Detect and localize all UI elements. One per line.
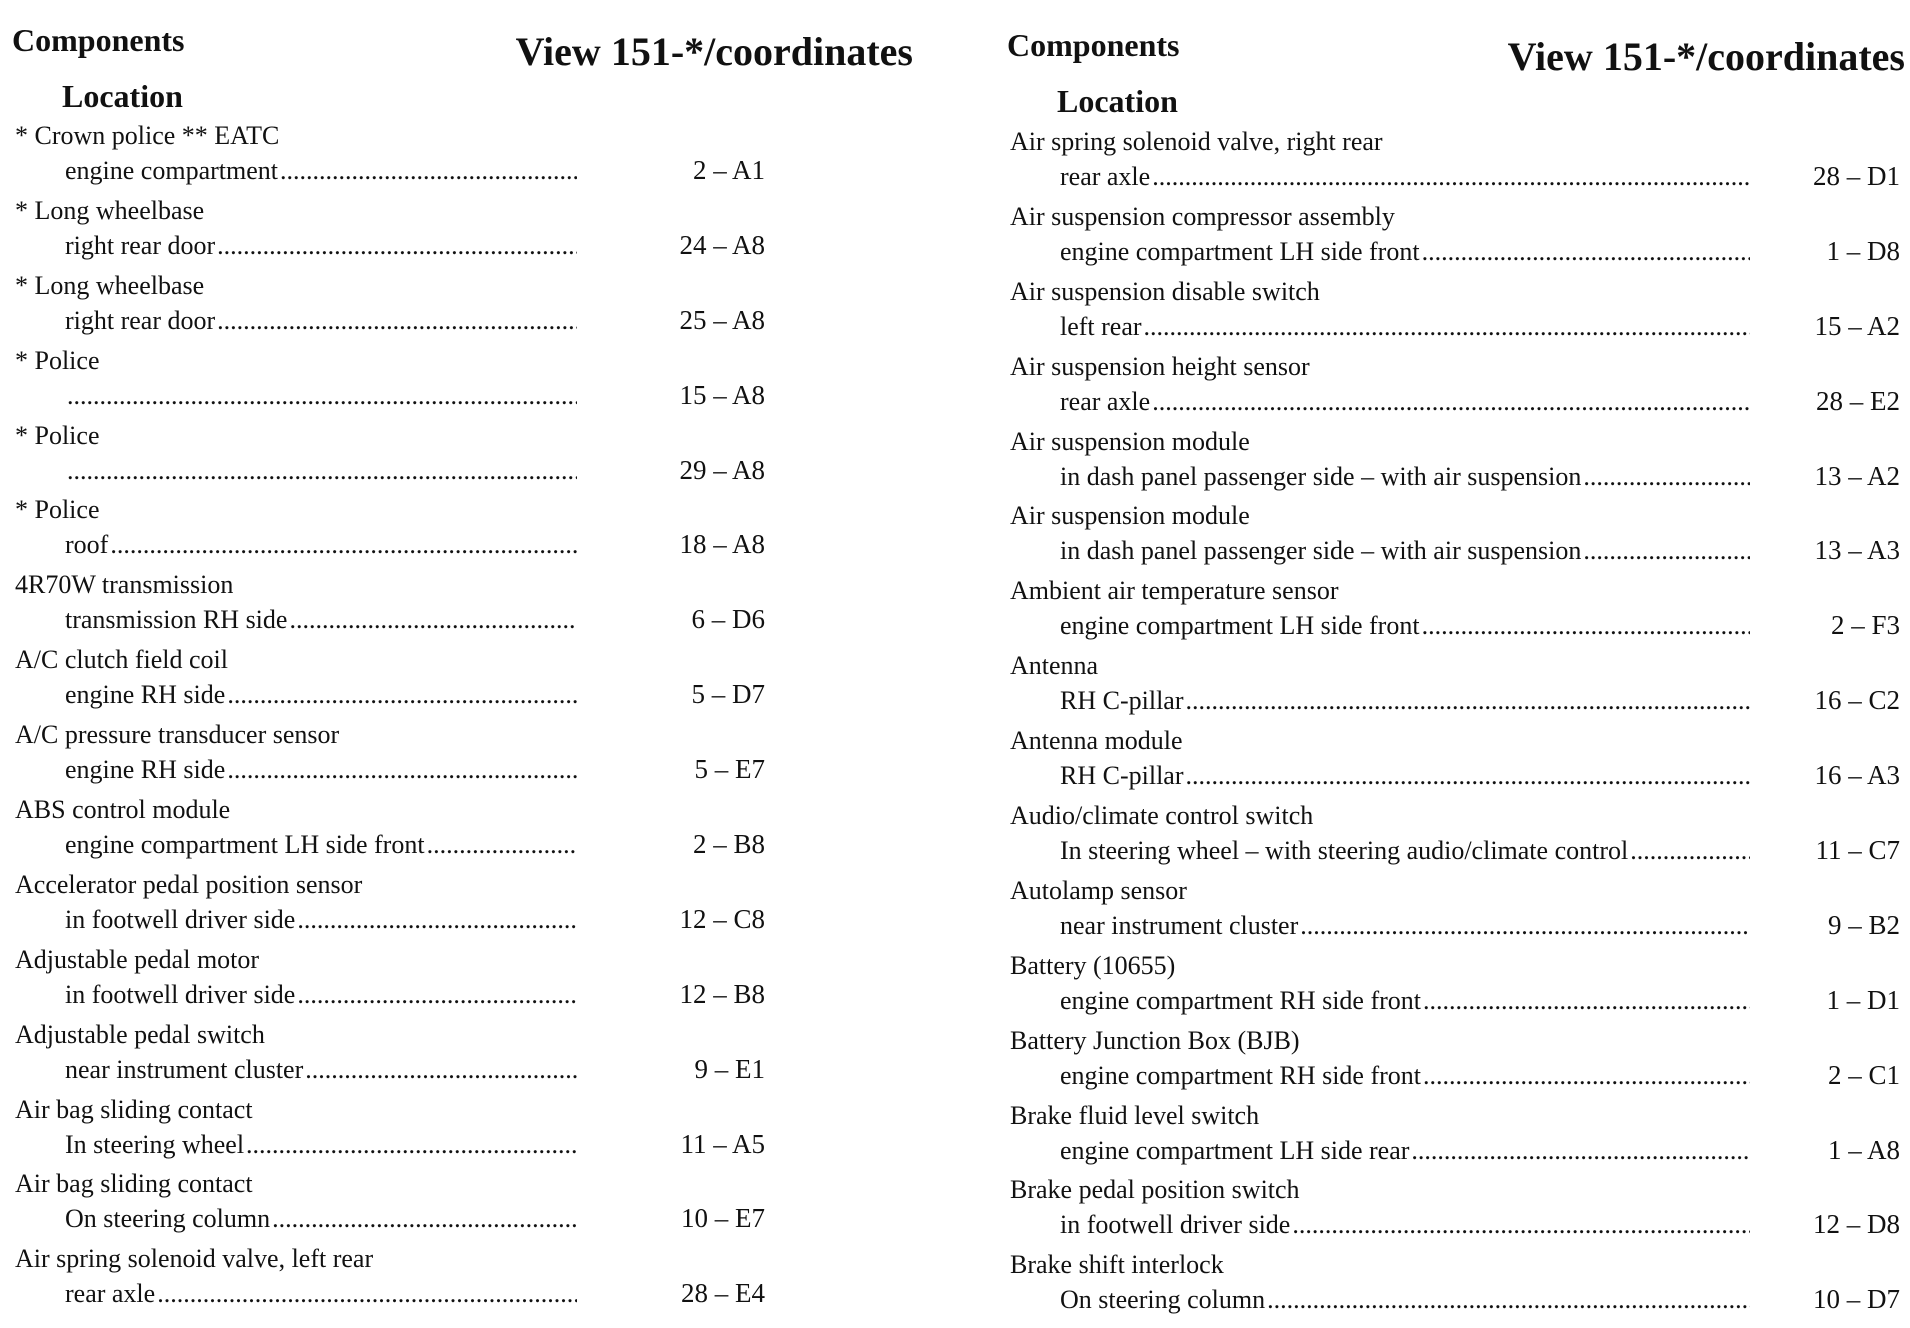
component-name: Adjustable pedal motor	[15, 944, 260, 974]
dot-leader	[1583, 461, 1750, 493]
component-location: in footwell driver side	[1060, 1210, 1291, 1240]
component-location-line	[1060, 385, 1900, 418]
component-location: engine compartment LH side front	[1060, 611, 1420, 641]
view-coordinate: 9 – B2	[1827, 909, 1900, 940]
view-coordinate: 28 – D1	[1813, 161, 1900, 191]
component-name: Air bag sliding contact	[15, 1169, 253, 1199]
component-name: 4R70W transmission	[15, 570, 234, 600]
component-name: Antenna module	[1010, 726, 1183, 756]
component-location-line	[65, 828, 765, 861]
dot-leader	[297, 904, 577, 936]
view-coordinate: 5 – E7	[694, 754, 765, 785]
component-location: RH C-pillar	[1060, 686, 1184, 716]
view-coordinates-heading: View 151-*/coordinates	[1507, 34, 1905, 79]
component-location-line	[65, 1128, 765, 1161]
dot-leader	[227, 754, 577, 786]
dot-leader	[1422, 610, 1750, 642]
dot-leader	[1186, 685, 1751, 717]
component-location-line	[1060, 160, 1900, 193]
component-name: Air spring solenoid valve, right rear	[1010, 127, 1383, 156]
component-location-line	[65, 528, 765, 561]
component-location: On steering column	[65, 1204, 271, 1234]
view-coordinates-heading: View 151-*/coordinates	[515, 29, 913, 74]
dot-leader	[1267, 1284, 1750, 1316]
view-coordinate: 28 – E2	[1816, 385, 1900, 416]
component-location-line	[65, 978, 765, 1011]
component-location: engine compartment LH side front	[1060, 236, 1420, 266]
view-coordinate: 12 – D8	[1813, 1209, 1900, 1240]
component-name: * Police	[15, 345, 100, 375]
component-location: engine compartment LH side front	[65, 830, 425, 860]
component-location-line	[65, 1202, 765, 1235]
component-location-line	[1060, 984, 1900, 1017]
component-location-line	[65, 454, 765, 487]
component-entry	[1010, 725, 1905, 800]
component-location-line	[1060, 310, 1900, 343]
view-coordinate: 10 – E7	[681, 1203, 765, 1234]
component-location: engine RH side	[65, 680, 226, 710]
component-entry	[1010, 500, 1905, 575]
dot-leader	[1630, 835, 1750, 867]
dot-leader	[1152, 386, 1750, 418]
view-coordinate: 12 – B8	[679, 978, 765, 1009]
component-name: * Long wheelbase	[15, 195, 205, 225]
dot-leader	[110, 529, 577, 561]
location-heading: Location	[1057, 83, 1178, 119]
location-heading: Location	[62, 78, 183, 114]
component-entry	[1010, 276, 1905, 351]
component-location: engine compartment	[65, 156, 278, 185]
component-name: Air spring solenoid valve, left rear	[15, 1244, 374, 1274]
dot-leader	[272, 1203, 577, 1235]
component-name: Brake fluid level switch	[1010, 1100, 1260, 1130]
component-name: Air suspension height sensor	[1010, 351, 1310, 381]
component-entry	[15, 494, 950, 569]
component-location: engine compartment LH side rear	[1060, 1135, 1410, 1165]
component-entry	[1010, 1025, 1905, 1100]
component-entry	[1010, 875, 1905, 950]
dot-leader	[1583, 535, 1750, 567]
component-location: In steering wheel	[65, 1129, 245, 1159]
dot-leader	[289, 604, 577, 636]
component-location-line	[65, 229, 765, 262]
dot-leader	[427, 829, 577, 861]
dot-leader	[297, 979, 577, 1011]
component-entry	[15, 869, 950, 944]
component-name: Air suspension disable switch	[1010, 276, 1320, 306]
component-location: transmission RH side	[65, 605, 288, 635]
view-coordinate: 29 – A8	[679, 454, 765, 485]
view-coordinate: 16 – C2	[1814, 685, 1900, 716]
component-entry	[15, 794, 950, 869]
component-location-line	[1060, 759, 1900, 792]
component-location-line	[1060, 909, 1900, 942]
component-location-line	[1060, 1208, 1900, 1241]
component-location: engine compartment RH side front	[1060, 1060, 1422, 1090]
component-name: A/C pressure transducer sensor	[15, 720, 340, 750]
component-location: rear axle	[65, 1279, 156, 1309]
view-coordinate: 2 – F3	[1830, 610, 1900, 641]
component-entry	[15, 270, 950, 345]
component-location: engine RH side	[65, 755, 226, 785]
component-name: * Long wheelbase	[15, 270, 205, 300]
component-entry	[15, 644, 950, 719]
component-location: engine compartment RH side front	[1060, 985, 1422, 1015]
component-entry	[15, 120, 950, 195]
component-location-line	[65, 379, 765, 412]
component-entry	[15, 1168, 950, 1243]
component-entry	[1010, 575, 1905, 650]
component-location-line	[65, 304, 765, 337]
component-location-line	[65, 603, 765, 636]
view-coordinate: 10 – D7	[1813, 1284, 1900, 1315]
view-coordinate: 12 – C8	[679, 903, 765, 934]
component-location-line	[65, 903, 765, 936]
component-location-line	[65, 1277, 765, 1310]
view-coordinate: 5 – D7	[691, 679, 765, 710]
view-coordinate: 15 – A2	[1814, 310, 1900, 341]
component-entry	[1010, 1174, 1905, 1249]
component-location: left rear	[1060, 311, 1142, 341]
view-coordinate: 18 – A8	[679, 529, 765, 560]
component-name: Ambient air temperature sensor	[1010, 576, 1339, 606]
component-location: in dash panel passenger side – with air suspension	[1060, 536, 1582, 566]
dot-leader	[1423, 985, 1750, 1017]
component-name: Air suspension module	[1010, 426, 1250, 456]
dot-leader	[217, 230, 577, 262]
dot-leader	[67, 380, 577, 412]
view-coordinate: 2 – A1	[692, 155, 765, 185]
component-entry	[15, 944, 950, 1019]
component-location: in footwell driver side	[65, 904, 296, 934]
dot-leader	[157, 1278, 577, 1310]
dot-leader	[1300, 910, 1750, 942]
component-location-line	[65, 1053, 765, 1086]
component-entry	[1010, 1249, 1905, 1324]
component-location-line	[1060, 684, 1900, 717]
dot-leader	[246, 1129, 577, 1161]
component-list	[1010, 126, 1905, 1324]
component-name: Battery Junction Box (BJB)	[1010, 1025, 1300, 1055]
component-entry	[1010, 1100, 1905, 1175]
view-coordinate: 1 – D8	[1826, 235, 1900, 266]
component-entry	[1010, 351, 1905, 426]
dot-leader	[280, 155, 577, 187]
components-heading: Components	[12, 22, 185, 58]
component-name: Air bag sliding contact	[15, 1094, 253, 1124]
component-entry	[15, 1019, 950, 1094]
component-name: Antenna	[1010, 651, 1099, 681]
component-location-line	[1060, 1134, 1900, 1167]
dot-leader	[1186, 760, 1751, 792]
view-coordinate: 6 – D6	[691, 604, 765, 635]
component-entry	[1010, 800, 1905, 875]
component-location: rear axle	[1060, 386, 1151, 416]
view-coordinate: 25 – A8	[679, 304, 765, 335]
component-name: Audio/climate control switch	[1010, 801, 1314, 831]
component-name: * Crown police ** EATC	[15, 121, 280, 150]
component-location-line	[1060, 1059, 1900, 1092]
component-location: rear axle	[1060, 162, 1151, 191]
component-entry	[1010, 950, 1905, 1025]
component-location-line	[1060, 834, 1900, 867]
component-entry	[15, 195, 950, 270]
component-name: Air suspension module	[1010, 501, 1250, 531]
dot-leader	[67, 455, 577, 487]
component-location-line	[1060, 534, 1900, 567]
component-location-line	[1060, 460, 1900, 493]
component-name: Air suspension compressor assembly	[1010, 201, 1395, 231]
component-entry	[15, 1243, 950, 1318]
view-coordinate: 2 – C1	[1827, 1059, 1900, 1090]
dot-leader	[1422, 236, 1750, 268]
component-entry	[15, 569, 950, 644]
component-location-line	[65, 154, 765, 187]
component-name: Accelerator pedal position sensor	[15, 869, 363, 899]
view-coordinate: 24 – A8	[679, 229, 765, 260]
view-coordinate: 28 – E4	[681, 1278, 765, 1309]
component-location: roof	[65, 530, 109, 560]
component-location: On steering column	[1060, 1285, 1266, 1315]
view-coordinate: 11 – C7	[1815, 835, 1900, 866]
component-entry	[15, 420, 950, 495]
component-location-line	[1060, 609, 1900, 642]
component-name: Adjustable pedal switch	[15, 1019, 265, 1049]
right-page	[1005, 0, 1905, 1328]
left-page	[10, 0, 950, 1328]
view-coordinate: 16 – A3	[1814, 760, 1900, 791]
component-entry	[1010, 650, 1905, 725]
component-entry	[15, 345, 950, 420]
component-name: * Police	[15, 495, 100, 525]
component-name: Brake shift interlock	[1010, 1250, 1224, 1280]
component-name: ABS control module	[15, 795, 231, 825]
view-coordinate: 1 – D1	[1826, 984, 1900, 1015]
component-location: right rear door	[65, 230, 216, 260]
dot-leader	[1144, 311, 1750, 343]
component-entry	[1010, 426, 1905, 501]
dot-leader	[1152, 161, 1750, 193]
component-name: Autolamp sensor	[1010, 875, 1187, 905]
component-name: * Police	[15, 420, 100, 450]
view-coordinate: 1 – A8	[1827, 1134, 1900, 1165]
component-location: RH C-pillar	[1060, 761, 1184, 791]
component-name: A/C clutch field coil	[15, 645, 229, 675]
view-coordinate: 9 – E1	[694, 1053, 765, 1084]
dot-leader	[1292, 1209, 1750, 1241]
component-location: in footwell driver side	[65, 979, 296, 1009]
dot-leader	[1411, 1135, 1750, 1167]
component-entry	[15, 719, 950, 794]
component-location: In steering wheel – with steering audio/climate control	[1060, 836, 1629, 866]
view-coordinate: 15 – A8	[679, 379, 765, 410]
component-name: Battery (10655)	[1010, 950, 1176, 980]
component-location: near instrument cluster	[1060, 910, 1299, 940]
component-name: Brake pedal position switch	[1010, 1175, 1300, 1205]
dot-leader	[1423, 1060, 1750, 1092]
view-coordinate: 11 – A5	[680, 1128, 765, 1159]
component-location-line	[1060, 1283, 1900, 1316]
component-entry	[1010, 201, 1905, 276]
component-location: in dash panel passenger side – with air suspension	[1060, 461, 1582, 491]
component-list	[15, 120, 950, 1318]
view-coordinate: 2 – B8	[692, 829, 765, 860]
dot-leader	[227, 679, 577, 711]
component-location-line	[65, 753, 765, 786]
view-coordinate: 13 – A3	[1814, 535, 1900, 566]
component-location: right rear door	[65, 305, 216, 335]
component-location-line	[1060, 235, 1900, 268]
component-entry	[1010, 126, 1905, 201]
view-coordinate: 13 – A2	[1814, 460, 1900, 491]
dot-leader	[305, 1054, 577, 1086]
components-heading: Components	[1007, 27, 1180, 63]
component-location: near instrument cluster	[65, 1054, 304, 1084]
component-entry	[15, 1094, 950, 1169]
component-location-line	[65, 678, 765, 711]
dot-leader	[217, 305, 577, 337]
